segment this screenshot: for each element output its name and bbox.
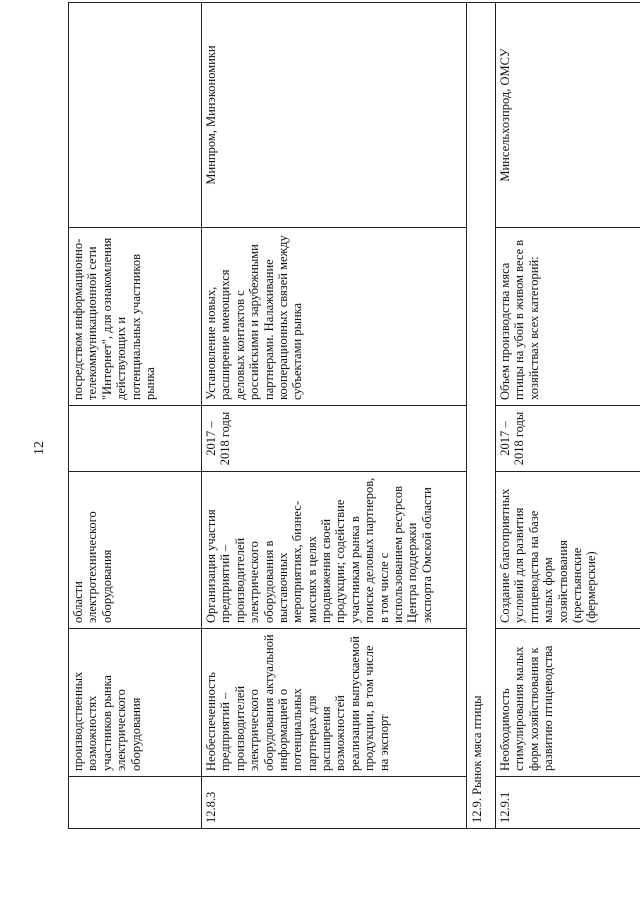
measure-cell: Организация участия предприятий – производителей электрического оборудования в выставочных мероприятиях, бизнес-миссиях в целях продвижения своей продукции; содействие участникам рынка в поиске деловых партнеров, в том числе с использованием ресурсов Центра поддержки экспорта Омской области: [202, 472, 467, 629]
problem-cell: Необеспеченность предприятий – производителей электрического оборудования актуальной информацией о потенциальных партнерах для расширения возможностей реализации выпускаемой продукции, в том числе на экспорт: [202, 629, 467, 777]
problem-cell: производственных возможностях участников рынка электрического оборудования: [69, 629, 202, 777]
responsible-cell: Минсельхозпрод, ОМСУ: [496, 3, 640, 228]
table-row: [202, 3, 467, 829]
table-row: [69, 3, 202, 829]
responsible-cell: [69, 3, 202, 228]
responsible-cell: Минпром, Минэкономики: [202, 3, 467, 228]
measure-cell: Создание благоприятных условий для развития птицеводства на базе малых форм хозяйствования (крестьянские (фермерские): [496, 472, 640, 629]
row-number-cell: [69, 777, 202, 829]
years-cell: 2017 – 2018 годы: [496, 406, 640, 472]
result-cell: Объем производства мяса птицы на убой в живом весе в хозяйствах всех категорий:: [496, 228, 640, 406]
measure-cell: области электротехнического оборудования: [69, 472, 202, 629]
result-cell: посредством информационно-телекоммуникационной сети "Интернет", для ознакомления действующих и потенциальных участников рынка: [69, 228, 202, 406]
row-number-cell: 12.9.1: [496, 777, 640, 829]
problem-cell: Необходимость стимулирования малых форм хозяйствования к развитию птицеводства: [496, 629, 640, 777]
measures-table: [68, 2, 640, 829]
section-heading: 12.9. Рынок мяса птицы: [467, 3, 496, 829]
result-cell: Установление новых, расширение имеющихся деловых контактов с российскими и зарубежными партнерами. Налаживание кооперационных связей между субъектами рынка: [202, 228, 467, 406]
years-cell: [69, 406, 202, 472]
row-number-cell: 12.8.3: [202, 777, 467, 829]
years-cell: 2017 – 2018 годы: [202, 406, 467, 472]
section-row: [467, 3, 496, 829]
page-number: 12: [32, 441, 47, 455]
table-row: [496, 3, 640, 829]
